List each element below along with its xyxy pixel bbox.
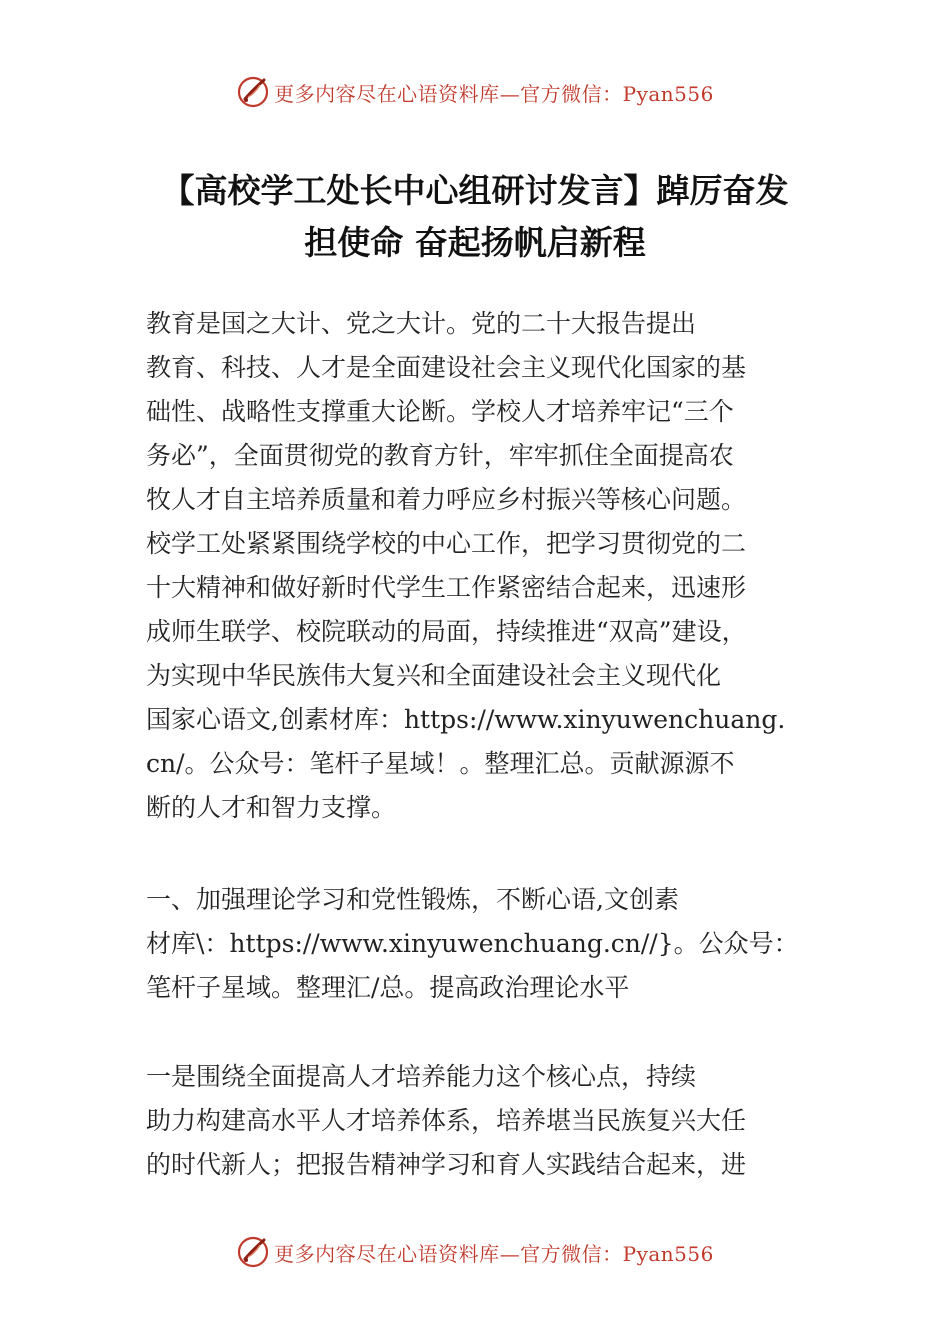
paragraph-point-1 [146, 1055, 811, 1187]
text-line: 断的人才和智力支撑。 [146, 793, 397, 822]
text-line: 十大精神和做好新时代学生工作紧密结合起来，迅速形 [146, 573, 747, 602]
quill-seal-icon [236, 1235, 270, 1269]
title-line: 担使命 奋起扬帆启新程 [304, 223, 646, 262]
text-line: 助力构建高水平人才培养体系，培养堪当民族复兴大任 [146, 1106, 747, 1135]
text-line: 务必”，全面贯彻党的教育方针，牢牢抓住全面提高农 [146, 441, 734, 470]
footer-watermark-text: 更多内容尽在心语资料库—官方微信：Pyan556 [274, 1241, 714, 1266]
text-line: 牧人才自主培养质量和着力呼应乡村振兴等核心问题。 [146, 485, 747, 514]
text-line: 础性、战略性支撑重大论断。学校人才培养牢记“三个 [146, 397, 734, 426]
quill-seal-icon [236, 75, 270, 109]
text-line: 为实现中华民族伟大复兴和全面建设社会主义现代化 [146, 661, 722, 690]
text-line: 校学工处紧紧围绕学校的中心工作，把学习贯彻党的二 [146, 529, 747, 558]
section-heading-1 [146, 878, 811, 1010]
text-line: 一是围绕全面提高人才培养能力这个核心点，持续 [146, 1062, 697, 1091]
header-watermark-text: 更多内容尽在心语资料库—官方微信：Pyan556 [274, 81, 714, 106]
text-line: 国家心语文,创素材库：https://www.xinyuwenchuang. [146, 705, 786, 734]
document-title [100, 165, 850, 269]
paragraph-intro [146, 302, 811, 830]
text-line: cn/。公众号：笔杆子星域！。整理汇总。贡献源源不 [146, 749, 735, 778]
text-line: 教育是国之大计、党之大计。党的二十大报告提出 [146, 309, 697, 338]
text-line: 笔杆子星域。整理汇/总。提高政治理论水平 [146, 973, 630, 1002]
title-line: 【高校学工处长中心组研讨发言】踔厉奋发 [161, 171, 789, 210]
header-watermark [0, 72, 950, 112]
text-line: 的时代新人；把报告精神学习和育人实践结合起来，进 [146, 1150, 747, 1179]
text-line: 教育、科技、人才是全面建设社会主义现代化国家的基 [146, 353, 747, 382]
text-line: 成师生联学、校院联动的局面，持续推进“双高”建设， [146, 617, 747, 646]
text-line: 一、加强理论学习和党性锻炼，不断心语,文创素 [146, 885, 679, 914]
text-line: 材库\：https://www.xinyuwenchuang.cn//}。公众号： [146, 929, 799, 958]
footer-watermark [0, 1232, 950, 1272]
